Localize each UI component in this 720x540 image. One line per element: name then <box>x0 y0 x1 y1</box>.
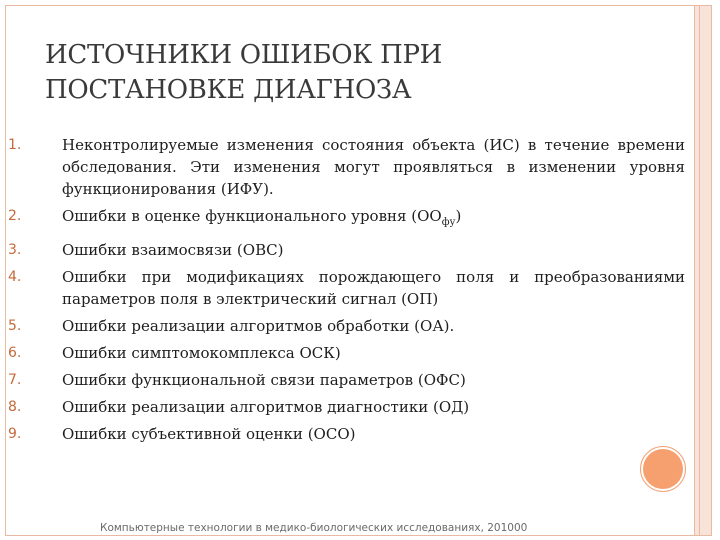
list-number: 7. <box>8 372 22 388</box>
list-item-text: Ошибки субъективной оценки (ОСО) <box>62 425 356 443</box>
list-item-text: Ошибки симптомокомплекса ОСК) <box>62 344 341 362</box>
list-item <box>0 134 700 200</box>
list-item <box>0 205 700 234</box>
list-item-text: Ошибки при модификациях порождающего поля и преобразованиями параметров поля в электрический сигнал (ОП) <box>62 268 685 308</box>
list-item <box>0 239 700 261</box>
error-sources-list <box>0 134 700 450</box>
list-number: 4. <box>8 269 22 285</box>
list-item <box>0 315 700 337</box>
list-item-text: Ошибки функциональной связи параметров (ОФС) <box>62 371 466 389</box>
list-item-text: Ошибки в оценке функционального уровня (ОО <box>62 207 442 225</box>
list-item-text: Ошибки взаимосвязи (ОВС) <box>62 241 284 259</box>
list-item <box>0 342 700 364</box>
list-item <box>0 266 700 310</box>
list-number: 5. <box>8 318 22 334</box>
list-number: 3. <box>8 242 22 258</box>
list-number: 9. <box>8 426 22 442</box>
page-title <box>45 38 645 108</box>
list-item <box>0 396 700 418</box>
list-item-text: Ошибки реализации алгоритмов обработки (ОА). <box>62 317 455 335</box>
list-item-text-end: ) <box>455 207 462 225</box>
subscript: фу <box>441 217 456 228</box>
list-item <box>0 369 700 391</box>
list-number: 1. <box>8 137 22 153</box>
decorative-circle <box>643 449 683 489</box>
title-line-2: ПОСТАНОВКЕ ДИАГНОЗА <box>45 75 412 105</box>
title-line-1: ИСТОЧНИКИ ОШИБОК ПРИ <box>45 40 443 70</box>
list-number: 8. <box>8 399 22 415</box>
slide-footer: Компьютерные технологии в медико-биологических исследованиях, 201000 <box>100 522 528 534</box>
list-item-text: Неконтролируемые изменения состояния объекта (ИС) в течение времени обследования. Эти изменения могут проявляться в изменении уровня функционирования (ИФУ). <box>62 136 685 198</box>
list-item <box>0 423 700 445</box>
list-number: 2. <box>8 208 22 224</box>
list-number: 6. <box>8 345 22 361</box>
list-item-text: Ошибки реализации алгоритмов диагностики (ОД) <box>62 398 470 416</box>
